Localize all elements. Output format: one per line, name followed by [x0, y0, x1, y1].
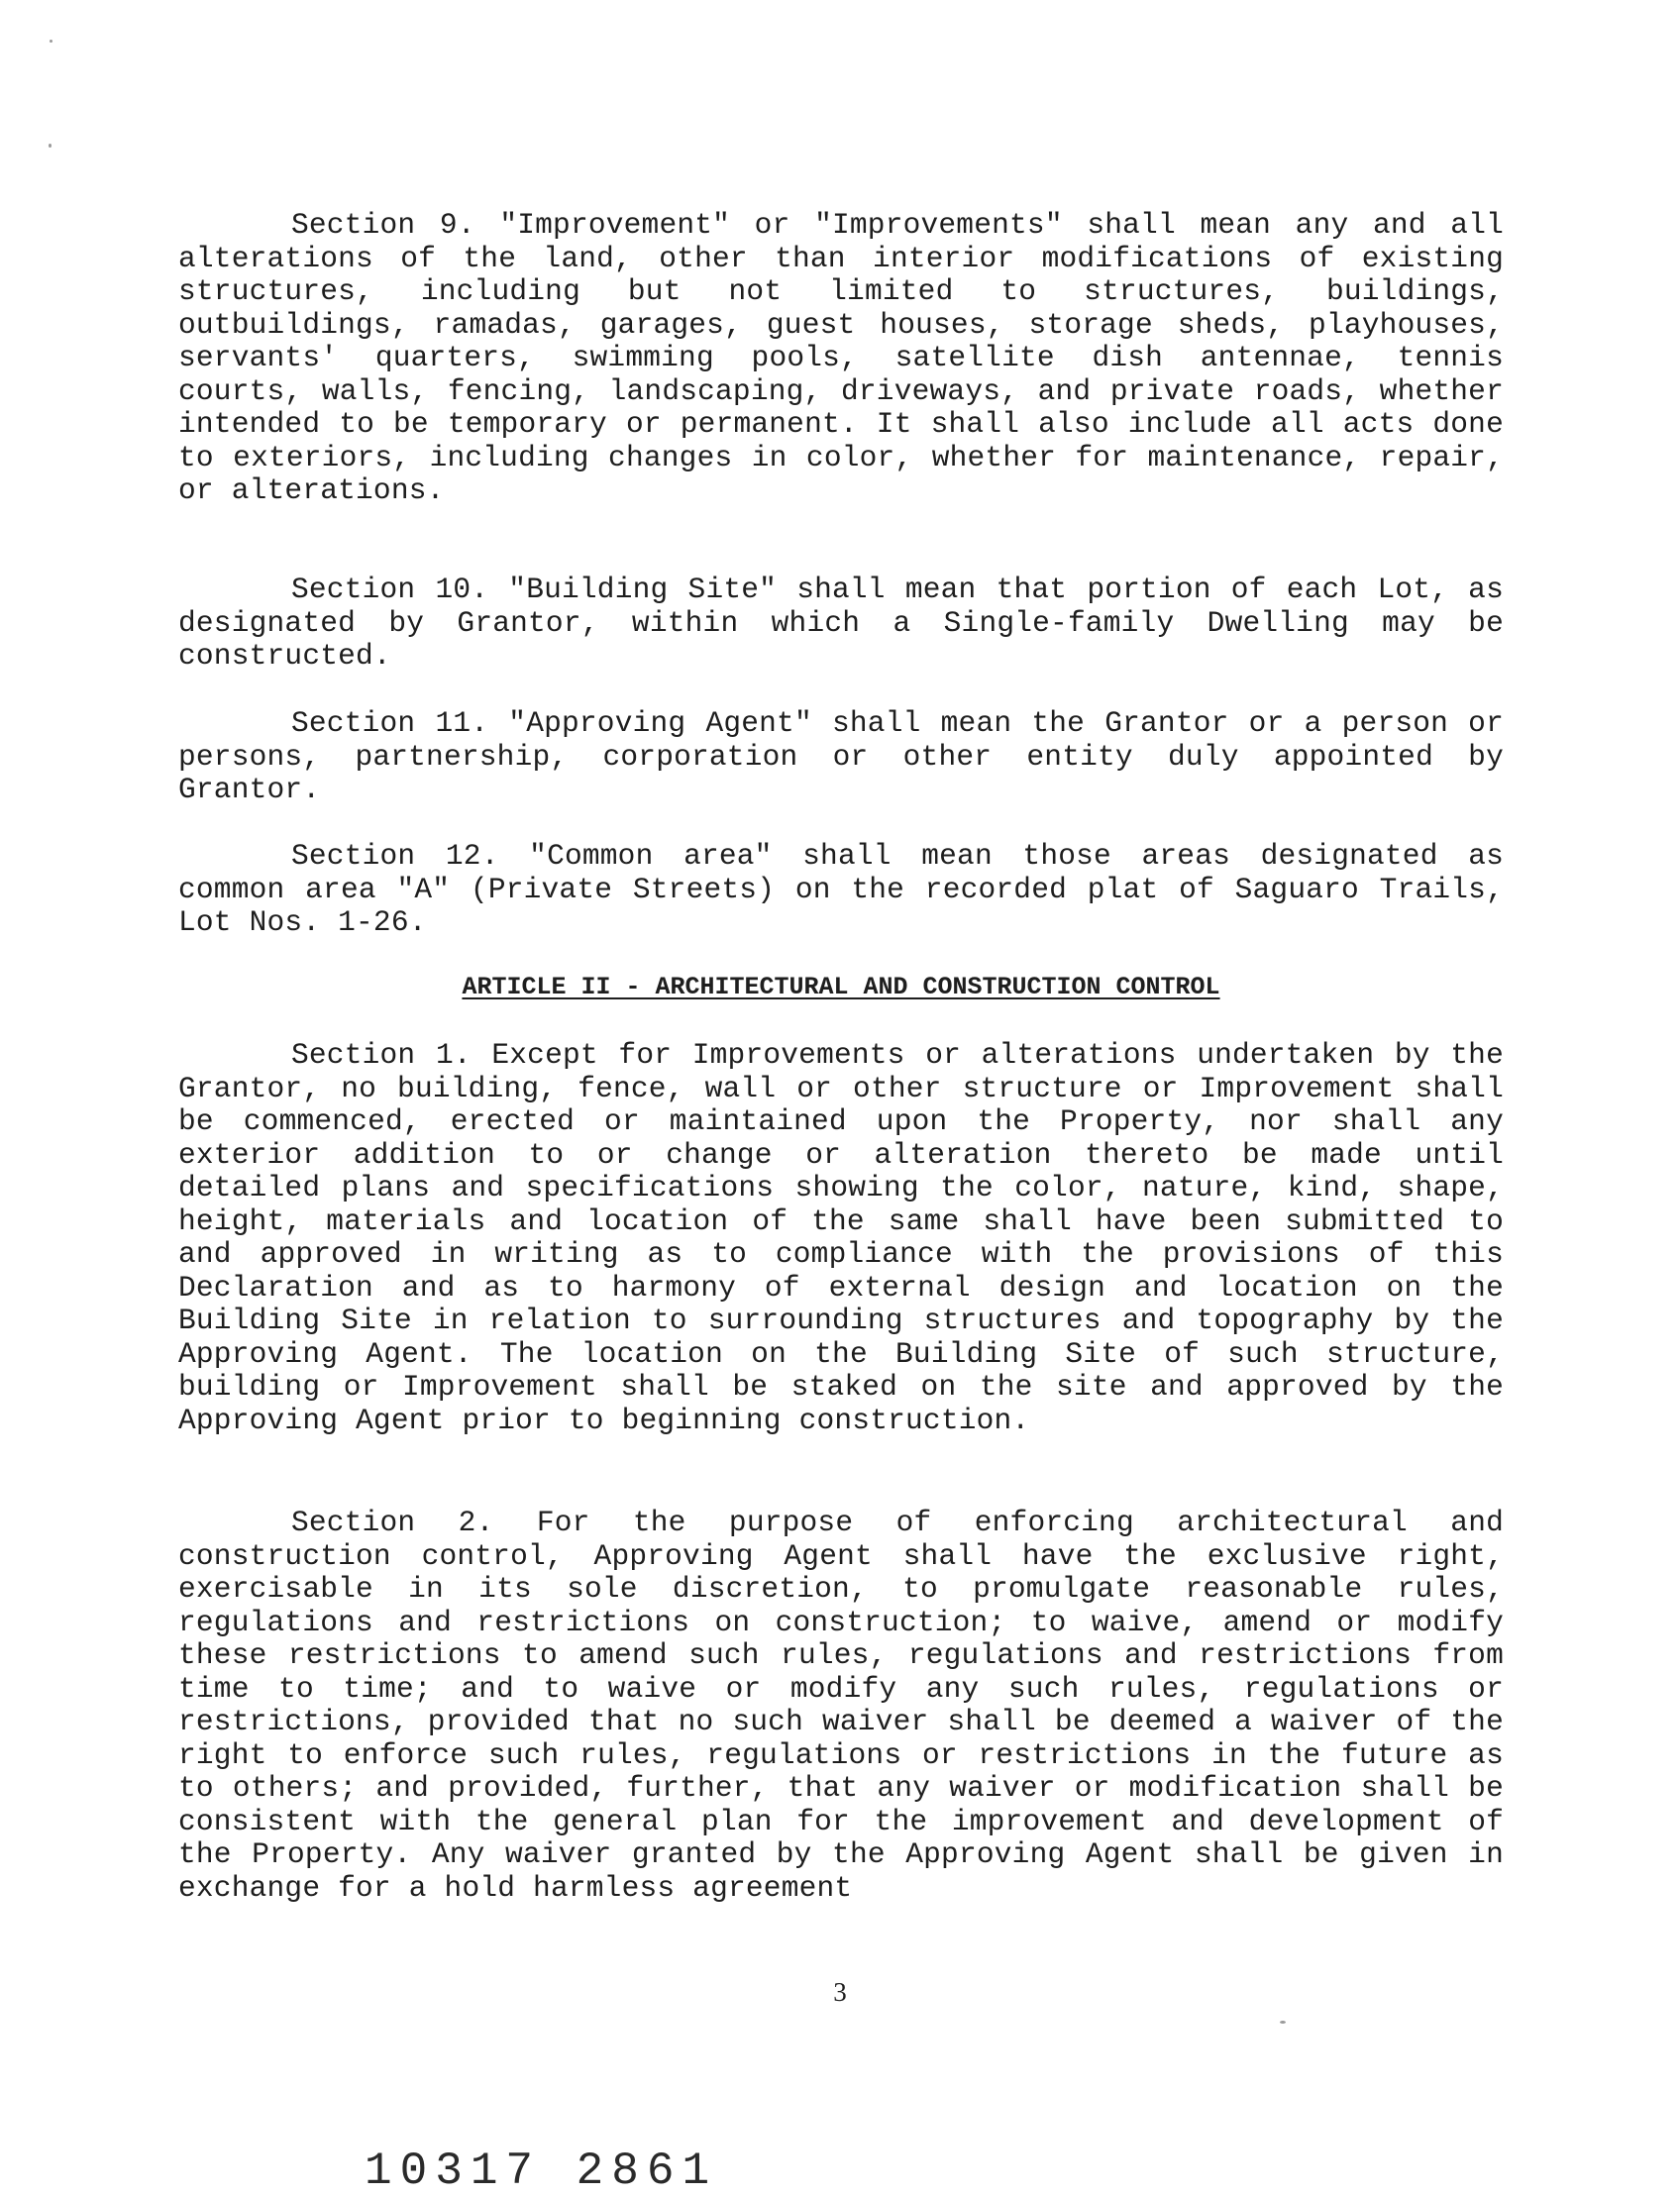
article-heading-text: ARTICLE II - ARCHITECTURAL AND CONSTRUCTION CONTROL: [462, 973, 1220, 1001]
article-2-section-1-paragraph: Section 1. Except for Improvements or alterations undertaken by the Grantor, no building, fence, wall or other structure or Improvement shall be commenced, erected or maintained upon the Property, nor shall any exterior addition to or change or alteration thereto be made until detailed plans and specifications showing the color, nature, kind, shape, height, materials and location of the same shall have been submitted to and approved in writing as to compliance with the provisions of this Declaration and as to harmony of external design and location on the Building Site in relation to surrounding structures and topography by the Approving Agent. The location on the Building Site of such structure, building or Improvement shall be staked on the site and approved by the Approving Agent prior to beginning construction.: [178, 1038, 1504, 1437]
scan-speck: [49, 144, 52, 148]
section-12-paragraph: Section 12. "Common area" shall mean those areas designated as common area "A" (Private Streets) on the recorded plat of Saguaro Trails, Lot Nos. 1-26.: [178, 839, 1504, 939]
page-number: 3: [833, 1977, 847, 2007]
section-9-paragraph: Section 9. "Improvement" or "Improvements" shall mean any and all alterations of the land, other than interior modifications of existing structures, including but not limited to structures, buildings, outbuildings, ramadas, garages, guest houses, storage sheds, playhouses, servants' quarters, swimming pools, satellite dish antennae, tennis courts, walls, fencing, landscaping, driveways, and private roads, whether intended to be temporary or permanent. It shall also include all acts done to exteriors, including changes in color, whether for maintenance, repair, or alterations.: [178, 208, 1504, 507]
section-11-paragraph: Section 11. "Approving Agent" shall mean the Grantor or a person or persons, partnership, corporation or other entity duly appointed by Grantor.: [178, 706, 1504, 806]
scan-speck: [1280, 2021, 1286, 2024]
section-10-paragraph: Section 10. "Building Site" shall mean that portion of each Lot, as designated by Grantor, within which a Single-family Dwelling may be constructed.: [178, 573, 1504, 673]
recording-stamp: 10317 2861: [365, 2145, 718, 2197]
article-heading: [178, 972, 1504, 1003]
scan-speck: [50, 40, 52, 43]
article-2-section-2-paragraph: Section 2. For the purpose of enforcing architectural and construction control, Approving Agent shall have the exclusive right, exercisable in its sole discretion, to promulgate reasonable rules, regulations and restrictions on construction; to waive, amend or modify these restrictions to amend such rules, regulations and restrictions from time to time; and to waive or modify any such rules, regulations or restrictions, provided that no such waiver shall be deemed a waiver of the right to enforce such rules, regulations or restrictions in the future as to others; and provided, further, that any waiver or modification shall be consistent with the general plan for the improvement and development of the Property. Any waiver granted by the Approving Agent shall be given in exchange for a hold harmless agreement: [178, 1506, 1504, 1905]
